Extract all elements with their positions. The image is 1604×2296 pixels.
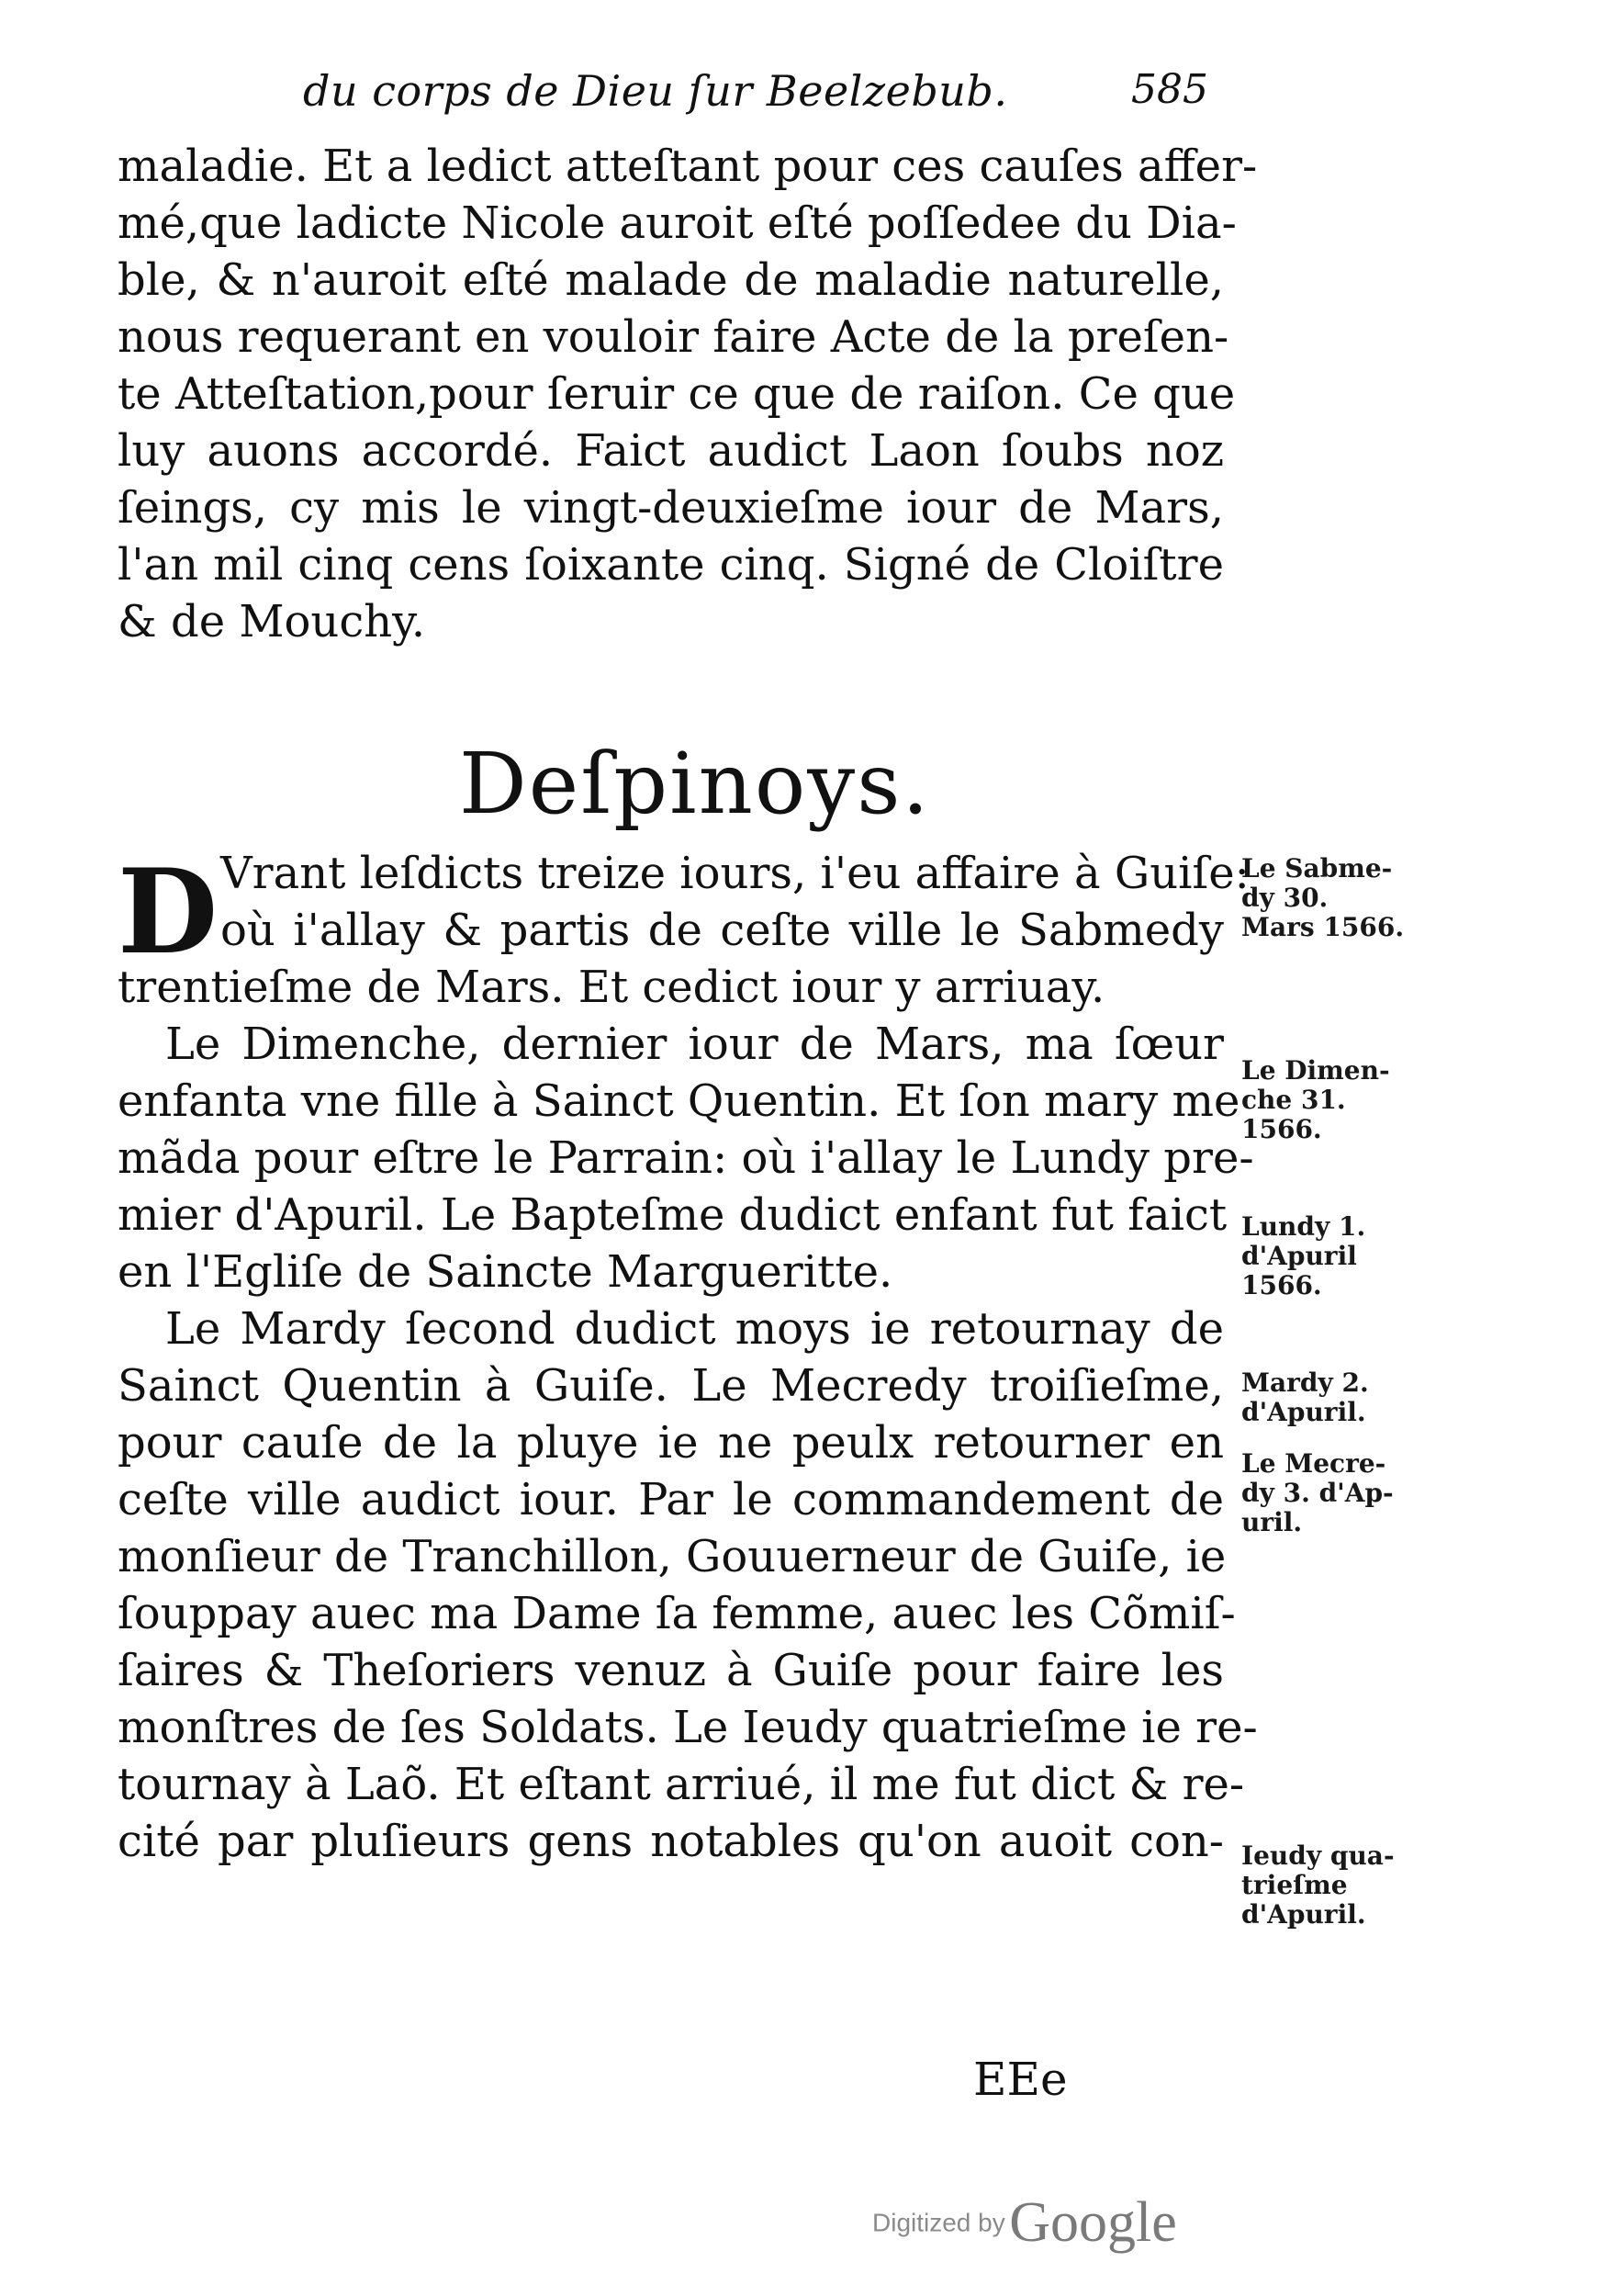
text-line: luy auons accordé. Faict audict Laon ſoubs noz: [118, 425, 1224, 477]
margin-note: Mardy 2. d'Apuril.: [1241, 1367, 1369, 1427]
margin-note: Le Sabme- dy 30. Mars 1566.: [1241, 853, 1405, 942]
running-head: du corps de Dieu ſur Beelzebub.: [303, 66, 1008, 116]
text-line: en l'Egliſe de Saincte Margueritte.: [118, 1246, 893, 1298]
text-line: tournay à Laõ. Et eſtant arriué, il me fut dict & re-: [118, 1759, 1245, 1810]
text-line: monſieur de Tranchillon, Gouuerneur de Guiſe, ie: [118, 1531, 1227, 1582]
main-text: [118, 845, 1258, 1870]
text-line: Vrant leſdicts treize iours, i'eu affaire à Guiſe:: [220, 848, 1250, 899]
text-line: maladie. Et a ledict atteſtant pour ces cauſes affer-: [118, 141, 1258, 192]
margin-note: Ieudy qua- trieſme d'Apuril.: [1241, 1840, 1395, 1930]
page-number: 585: [1131, 66, 1208, 113]
margin-note: Le Mecre- dy 3. d'Ap- uril.: [1241, 1448, 1394, 1537]
text-line: mier d'Apuril. Le Bapteſme dudict enfant fut faict: [118, 1189, 1228, 1241]
section-heading: Deſpinoys.: [459, 735, 931, 833]
text-line: ſouppay auec ma Dame ſa femme, auec les Cõmiſ-: [118, 1588, 1236, 1639]
text-line: ſaires & Theſoriers venuz à Guiſe pour faire les: [118, 1645, 1224, 1696]
text-line: pour cauſe de la pluye ie ne peulx retourner en: [118, 1417, 1224, 1469]
margin-note: Lundy 1. d'Apuril 1566.: [1241, 1211, 1366, 1300]
text-line: mé,que ladicte Nicole auroit eſté poſſedee du Dia-: [118, 197, 1237, 249]
signature-mark: EEe: [973, 2053, 1068, 2106]
text-line: ble, & n'auroit eſté malade de maladie naturelle,: [118, 254, 1224, 306]
text-line: cité par pluſieurs gens notables qu'on auoit con-: [118, 1816, 1224, 1867]
text-line: te Atteſtation,pour ſeruir ce que de raiſon. Ce que: [118, 368, 1236, 420]
text-line: Le Mardy ſecond dudict moys ie retournay de: [165, 1303, 1224, 1355]
text-line: mãda pour eſtre le Parrain: où i'allay le Lundy pre-: [118, 1132, 1254, 1184]
text-line: monſtres de ſes Soldats. Le Ieudy quatrieſme ie re-: [118, 1702, 1258, 1753]
text-line: où i'allay & partis de ceſte ville le Sabmedy: [220, 905, 1224, 956]
google-logo: Google: [1009, 2191, 1177, 2254]
watermark-prefix: Digitized by: [872, 2208, 1005, 2237]
text-line: trentieſme de Mars. Et cedict iour y arriuay.: [118, 962, 1105, 1013]
margin-note: Le Dimen- che 31. 1566.: [1241, 1055, 1390, 1144]
text-line: l'an mil cinq cens ſoixante cinq. Signé de Cloiſtre: [118, 539, 1224, 591]
text-line: Le Dimenche, dernier iour de Mars, ma ſœur: [165, 1019, 1224, 1070]
text-line: ceſte ville audict iour. Par le commandement de: [118, 1474, 1224, 1525]
text-line: & de Mouchy.: [118, 596, 426, 647]
digitized-watermark: [872, 2190, 1177, 2256]
top-paragraph: [118, 138, 1258, 650]
drop-cap: D: [118, 844, 219, 980]
text-line: enfanta vne fille à Sainct Quentin. Et ſon mary me: [118, 1075, 1240, 1127]
text-line: nous requerant en vouloir faire Acte de la preſen-: [118, 311, 1229, 363]
text-line: ſeings, cy mis le vingt-deuxieſme iour de Mars,: [118, 482, 1224, 534]
text-line: Sainct Quentin à Guiſe. Le Mecredy troiſieſme,: [118, 1360, 1224, 1412]
